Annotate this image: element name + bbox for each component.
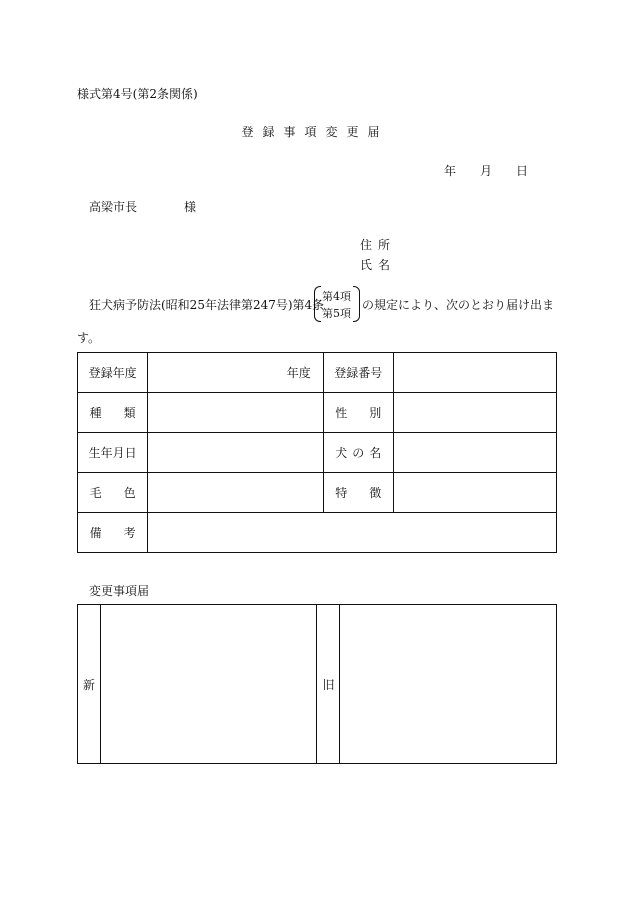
dog-name-field[interactable] (393, 433, 556, 473)
remarks-label: 備考 (78, 513, 148, 553)
features-field[interactable] (393, 473, 556, 513)
dog-name-label: 犬の名 (323, 433, 393, 473)
change-table (77, 604, 557, 764)
breed-field[interactable] (148, 393, 324, 433)
new-content-field[interactable] (100, 605, 317, 764)
bracket-line-2: 第5項 (322, 307, 351, 320)
coat-color-label: 毛色 (78, 473, 148, 513)
left-brace (314, 286, 321, 322)
applicant-address-label: 住所 (360, 238, 397, 252)
registration-number-label: 登録番号 (323, 353, 393, 393)
old-content-field[interactable] (340, 605, 557, 764)
registration-year-label: 登録年度 (78, 353, 148, 393)
form-title: 登録事項変更届 (241, 125, 389, 139)
table-row (78, 433, 557, 473)
registration-number-field[interactable] (393, 353, 556, 393)
table-row (78, 393, 557, 433)
right-brace (353, 286, 360, 322)
table-row (78, 605, 557, 764)
article-paragraph-bracket (314, 286, 360, 322)
change-section-title: 変更事項届 (89, 584, 150, 598)
bracket-line-1: 第4項 (322, 290, 351, 303)
breed-label: 種類 (78, 393, 148, 433)
registration-year-field[interactable]: 年度 (148, 353, 324, 393)
table-row (78, 513, 557, 553)
statement-text-after: の規定により、次のとおり届け出ま (362, 298, 555, 312)
date-day-label: 日 (516, 164, 529, 178)
sex-field[interactable] (393, 393, 556, 433)
table-row (78, 353, 557, 393)
date-year-label: 年 (444, 164, 457, 178)
dog-info-table (77, 352, 557, 553)
statement-text-before: 狂犬病予防法(昭和25年法律第247号)第4条 (89, 298, 325, 312)
birth-date-label: 生年月日 (78, 433, 148, 473)
addressee-name: 高梁市長 (89, 200, 138, 214)
table-row (78, 473, 557, 513)
remarks-field[interactable] (148, 513, 557, 553)
old-label: 旧 (317, 605, 340, 764)
features-label: 特徴 (323, 473, 393, 513)
addressee-suffix: 様 (184, 200, 197, 214)
date-month-label: 月 (480, 164, 493, 178)
applicant-name-label: 氏名 (360, 258, 397, 272)
sex-label: 性別 (323, 393, 393, 433)
coat-color-field[interactable] (148, 473, 324, 513)
form-number: 様式第4号(第2条関係) (77, 87, 198, 101)
birth-date-field[interactable] (148, 433, 324, 473)
new-label: 新 (78, 605, 101, 764)
statement-line-2: す。 (77, 331, 101, 345)
